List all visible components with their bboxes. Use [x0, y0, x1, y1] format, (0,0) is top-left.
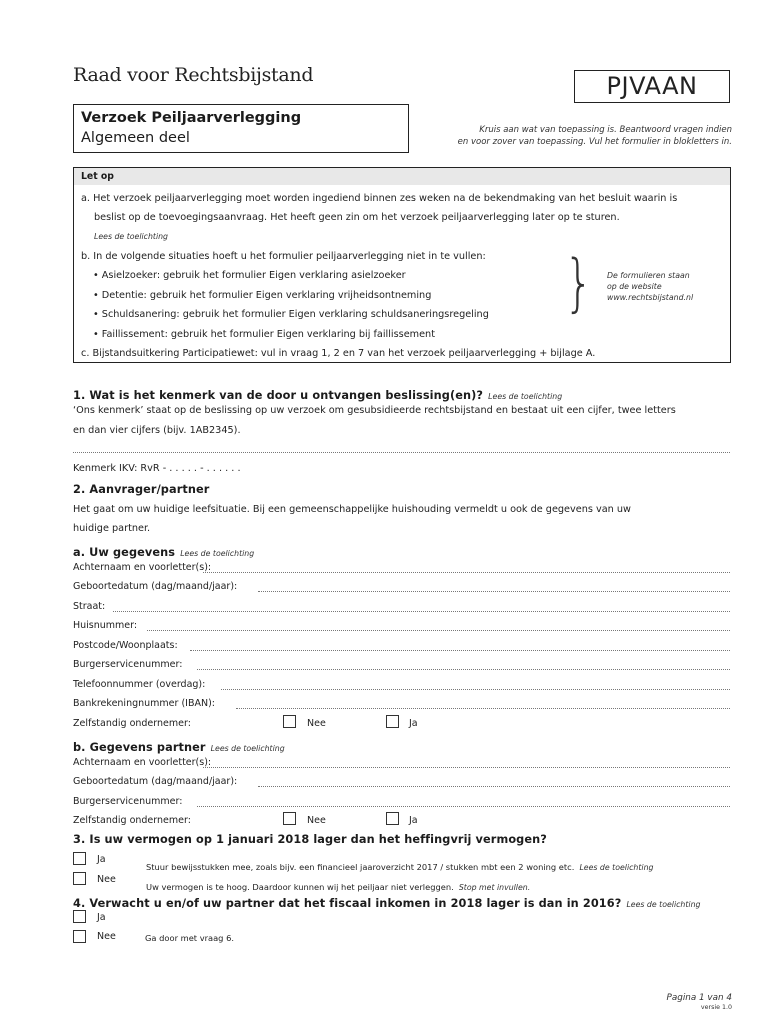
huisnummer-input[interactable] [147, 630, 730, 631]
field-label-achternaam: Achternaam en voorletter(s): [73, 562, 212, 573]
logo-text: Raad voor Rechtsbijstand [73, 64, 314, 86]
q1-heading [73, 384, 562, 403]
q4-nee-checkbox[interactable] [73, 930, 86, 943]
q3-title: 3. Is uw vermogen op 1 januari 2018 lager dan het heffingvrij vermogen? [73, 833, 547, 846]
title-box [73, 104, 409, 153]
field-label-straat: Straat: [73, 601, 106, 612]
straat-input[interactable] [113, 611, 730, 612]
website-note [607, 270, 693, 303]
q3-nee-label: Nee [97, 874, 116, 885]
q2-title: 2. Aanvrager/partner [73, 483, 210, 496]
q4-heading [73, 892, 700, 911]
iban-input[interactable] [236, 708, 730, 709]
page-number: Pagina 1 van 4 [666, 993, 732, 1003]
version-label: versie 1.0 [700, 1004, 732, 1011]
bsn-input[interactable] [197, 669, 730, 670]
partner-zelfstandig-ja-checkbox[interactable] [386, 812, 399, 825]
website-note-line: www.rechtsbijstand.nl [607, 293, 694, 302]
q3-nee-note-text: Uw vermogen is te hoog. Daardoor kunnen wij het peiljaar niet verleggen. [146, 882, 454, 892]
field-label-geboortedatum: Geboortedatum (dag/maand/jaar): [73, 581, 238, 592]
let-op-bullet: • Schuldsanering: gebruik het formulier Eigen verklaring schuldsaneringsregeling [93, 309, 489, 320]
q4-nee-note: Ga door met vraag 6. [145, 933, 235, 943]
field-label-huisnummer: Huisnummer: [73, 620, 138, 631]
q4-ja-label: Ja [97, 912, 106, 923]
instruction-line: en voor zover van toepassing. Vul het formulier in blokletters in. [457, 137, 732, 147]
brace: } [563, 246, 594, 319]
field-label-partner-zelfstandig: Zelfstandig ondernemer: [73, 815, 191, 826]
form-title: Verzoek Peiljaarverlegging [81, 110, 302, 126]
field-label-zelfstandig: Zelfstandig ondernemer: [73, 718, 191, 729]
q4-title: 4. Verwacht u en/of uw partner dat het fiscaal inkomen in 2018 lager is dan in 2016? [73, 897, 622, 910]
lees-toelichting-link[interactable]: Lees de toelichting [94, 232, 169, 241]
q1-text: en dan vier cijfers (bijv. 1AB2345). [73, 425, 241, 436]
lees-toelichting-link[interactable]: Lees de toelichting [210, 744, 285, 753]
lees-toelichting-link[interactable]: Lees de toelichting [626, 900, 701, 909]
let-op-a-line1: a. Het verzoek peiljaarverlegging moet worden ingediend binnen zes weken na de bekendmaking van het besluit waarin is [81, 193, 678, 204]
q2b-heading [73, 736, 285, 755]
field-label-partner-geboortedatum: Geboortedatum (dag/maand/jaar): [73, 776, 238, 787]
q1-text: ‘Ons kenmerk’ staat op de beslissing op uw verzoek om gesubsidieerde rechtsbijstand en bestaat uit een cijfer, twee letters [73, 405, 676, 416]
website-note-line: De formulieren staan [607, 271, 690, 280]
partner-achternaam-input[interactable] [203, 767, 730, 768]
lees-toelichting-link[interactable]: Lees de toelichting [180, 549, 255, 558]
form-subtitle: Algemeen deel [81, 130, 190, 146]
ja-label: Ja [409, 815, 418, 826]
instruction-line: Kruis aan wat van toepassing is. Beantwoord vragen indien [479, 125, 732, 135]
q3-ja-note [146, 855, 653, 874]
let-op-c-line: c. Bijstandsuitkering Participatiewet: vul in vraag 1, 2 en 7 van het verzoek peiljaarverlegging + bijlage A. [81, 348, 596, 359]
let-op-header [74, 168, 730, 185]
q2a-heading [73, 541, 254, 560]
geboortedatum-input[interactable] [258, 591, 730, 592]
let-op-a-line2: beslist op de toevoegingsaanvraag. Het heeft geen zin om het verzoek peiljaarverlegging later op te sturen. [94, 212, 620, 223]
q3-nee-checkbox[interactable] [73, 872, 86, 885]
q3-ja-label: Ja [97, 854, 106, 865]
q4-ja-checkbox[interactable] [73, 910, 86, 923]
let-op-bullet: • Faillissement: gebruik het formulier Eigen verklaring bij faillissement [93, 329, 435, 340]
let-op-heading: Let op [81, 171, 114, 182]
q4-nee-label: Nee [97, 931, 116, 942]
nee-label: Nee [307, 718, 326, 729]
field-label-iban: Bankrekeningnummer (IBAN): [73, 698, 215, 709]
zelfstandig-ja-checkbox[interactable] [386, 715, 399, 728]
field-label-bsn: Burgerservicenummer: [73, 659, 183, 670]
lees-toelichting-link[interactable]: Lees de toelichting [579, 863, 654, 872]
lees-toelichting-link[interactable]: Lees de toelichting [488, 392, 563, 401]
let-op-bullet: • Asielzoeker: gebruik het formulier Eigen verklaring asielzoeker [93, 270, 406, 281]
q1-answer-line[interactable] [73, 452, 730, 453]
q2b-title: b. Gegevens partner [73, 741, 206, 754]
let-op-b-intro: b. In de volgende situaties hoeft u het formulier peiljaarverlegging niet in te vullen: [81, 251, 486, 262]
stop-note: Stop met invullen. [458, 883, 531, 892]
field-label-partner-bsn: Burgerservicenummer: [73, 796, 183, 807]
q2a-title: a. Uw gegevens [73, 546, 176, 559]
logo [73, 64, 313, 86]
form-code: PJVAAN [574, 70, 730, 103]
partner-geboortedatum-input[interactable] [258, 786, 730, 787]
instructions [420, 124, 732, 148]
q3-ja-note-text: Stuur bewijsstukken mee, zoals bijv. een financieel jaaroverzicht 2017 / stukken mbt een 2 woning etc. [146, 862, 575, 872]
q2-text: Het gaat om uw huidige leefsituatie. Bij een gemeenschappelijke huishouding vermeldt u ook de gegevens van uw [73, 504, 631, 515]
let-op-box [73, 167, 731, 363]
q2-text: huidige partner. [73, 523, 151, 534]
postcode-input[interactable] [190, 650, 730, 651]
partner-zelfstandig-nee-checkbox[interactable] [283, 812, 296, 825]
partner-bsn-input[interactable] [197, 806, 730, 807]
field-label-partner-achternaam: Achternaam en voorletter(s): [73, 757, 212, 768]
nee-label: Nee [307, 815, 326, 826]
ja-label: Ja [409, 718, 418, 729]
website-note-line: op de website [607, 282, 662, 291]
achternaam-input[interactable] [203, 572, 730, 573]
field-label-postcode: Postcode/Woonplaats: [73, 640, 178, 651]
telefoon-input[interactable] [221, 689, 730, 690]
q1-title: 1. Wat is het kenmerk van de door u ontvangen beslissing(en)? [73, 389, 484, 402]
zelfstandig-nee-checkbox[interactable] [283, 715, 296, 728]
q3-ja-checkbox[interactable] [73, 852, 86, 865]
kenmerk-field-label: Kenmerk IKV: RvR - . . . . . - . . . . . . [73, 463, 241, 474]
field-label-telefoon: Telefoonnummer (overdag): [73, 679, 206, 690]
let-op-bullet: • Detentie: gebruik het formulier Eigen verklaring vrijheidsontneming [93, 290, 432, 301]
